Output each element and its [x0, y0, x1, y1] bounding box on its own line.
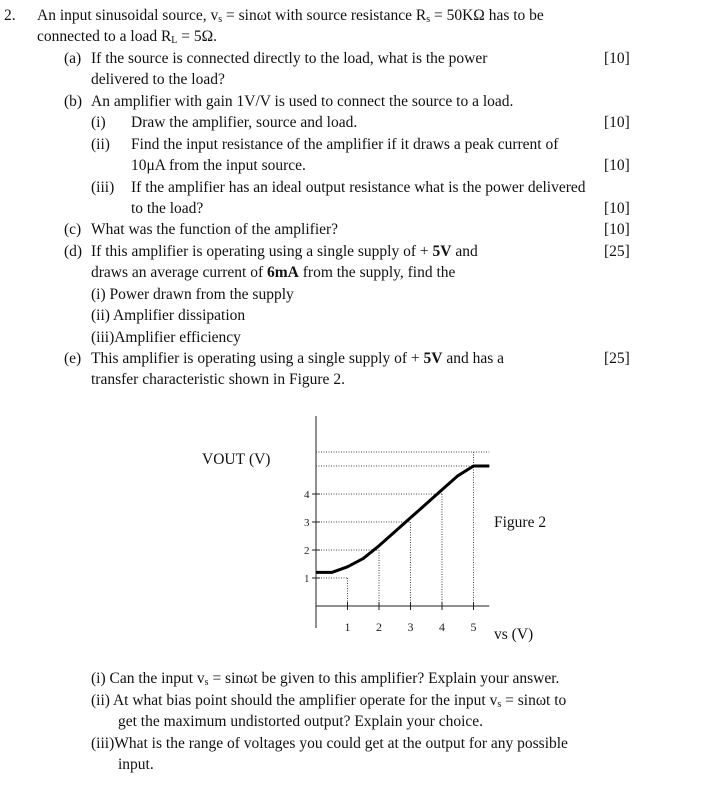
part-b-ii-marks: [10]	[604, 157, 630, 174]
part-c-label: (c)	[64, 221, 82, 238]
part-b-ii-line-1: Find the input resistance of the amplifier if it draws a peak current of	[131, 136, 559, 153]
part-b-label: (b)	[64, 93, 83, 110]
part-d-iii: (iii)Amplifier efficiency	[91, 329, 241, 346]
y-tick-label-3: 3	[304, 517, 310, 529]
part-b-iii-label: (iii)	[91, 179, 115, 196]
part-b-iii-line-2: to the load?	[131, 200, 204, 217]
part-b-i-text: Draw the amplifier, source and load.	[131, 114, 358, 131]
x-tick-label-4: 4	[439, 620, 445, 634]
part-e-marks: [25]	[604, 350, 630, 367]
y-tick-label-4: 4	[304, 489, 310, 501]
part-a-marks: [10]	[604, 50, 630, 67]
part-a-line-2: delivered to the load?	[91, 71, 225, 88]
part-e-ii-line-2: get the maximum undistorted output? Explain your choice.	[118, 713, 484, 730]
part-e-ii-line-1: (ii) At what bias point should the amplifier operate for the input $v_s = \sin\omega t$ to	[91, 692, 567, 710]
part-e-iii-line-1: (iii)What is the range of voltages you could get at the output for any possible	[91, 735, 568, 752]
part-b-iii-marks: [10]	[604, 200, 630, 217]
part-b-iii-line-1: If the amplifier has an ideal output resistance what is the power delivered	[131, 179, 586, 196]
part-d-label: (d)	[64, 243, 83, 260]
part-b-i-marks: [10]	[604, 114, 630, 131]
x-tick-label-3: 3	[407, 620, 414, 634]
question-number: 2.	[4, 7, 16, 24]
part-e-iii-line-2: input.	[118, 756, 154, 773]
part-d-line-1: If this amplifier is operating using a single supply of + 5V and	[91, 243, 478, 260]
part-a-line-1: If the source is connected directly to the load, what is the power	[91, 50, 488, 67]
part-b-text: An amplifier with gain 1V/V is used to connect the source to a load.	[91, 93, 514, 110]
transfer-curve	[316, 466, 489, 572]
part-e-i: (i) Can the input $v_s = \sin\omega t$ be given to this amplifier? Explain your answer.	[91, 670, 560, 688]
part-b-i-label: (i)	[91, 114, 106, 131]
intro-line-1: An input sinusoidal source, $v_s = \sin\omega t$ with source resistance $R_s = 50K\Omega$ has to be	[37, 7, 544, 25]
part-d-ii: (ii) Amplifier dissipation	[91, 307, 246, 324]
intro-line-2: connected to a load $R_L = 5\Omega$.	[37, 28, 218, 46]
part-d-line-2: draws an average current of 6mA from the supply, find the	[91, 264, 456, 281]
y-tick-label-2: 2	[304, 545, 310, 557]
part-e-label: (e)	[64, 350, 82, 367]
y-tick-label-1: 1	[304, 573, 310, 585]
part-d-marks: [25]	[604, 243, 630, 260]
part-b-ii-line-2: 10μA from the input source.	[131, 157, 306, 174]
part-c-marks: [10]	[604, 221, 630, 238]
x-tick-label-5: 5	[470, 620, 477, 634]
part-a-label: (a)	[64, 50, 82, 67]
part-d-i: (i) Power drawn from the supply	[91, 286, 294, 303]
x-tick-label-2: 2	[376, 620, 382, 634]
x-tick-label-1: 1	[344, 620, 351, 634]
figure-caption: Figure 2	[494, 514, 547, 531]
part-c-text: What was the function of the amplifier?	[91, 221, 339, 238]
part-e-line-2: transfer characteristic shown in Figure 2.	[91, 371, 345, 388]
y-axis-label: VOUT (V)	[202, 451, 271, 468]
x-axis-label: vs (V)	[494, 626, 534, 643]
part-b-ii-label: (ii)	[91, 136, 110, 153]
part-e-line-1: This amplifier is operating using a single supply of + 5V and has a	[91, 350, 504, 367]
